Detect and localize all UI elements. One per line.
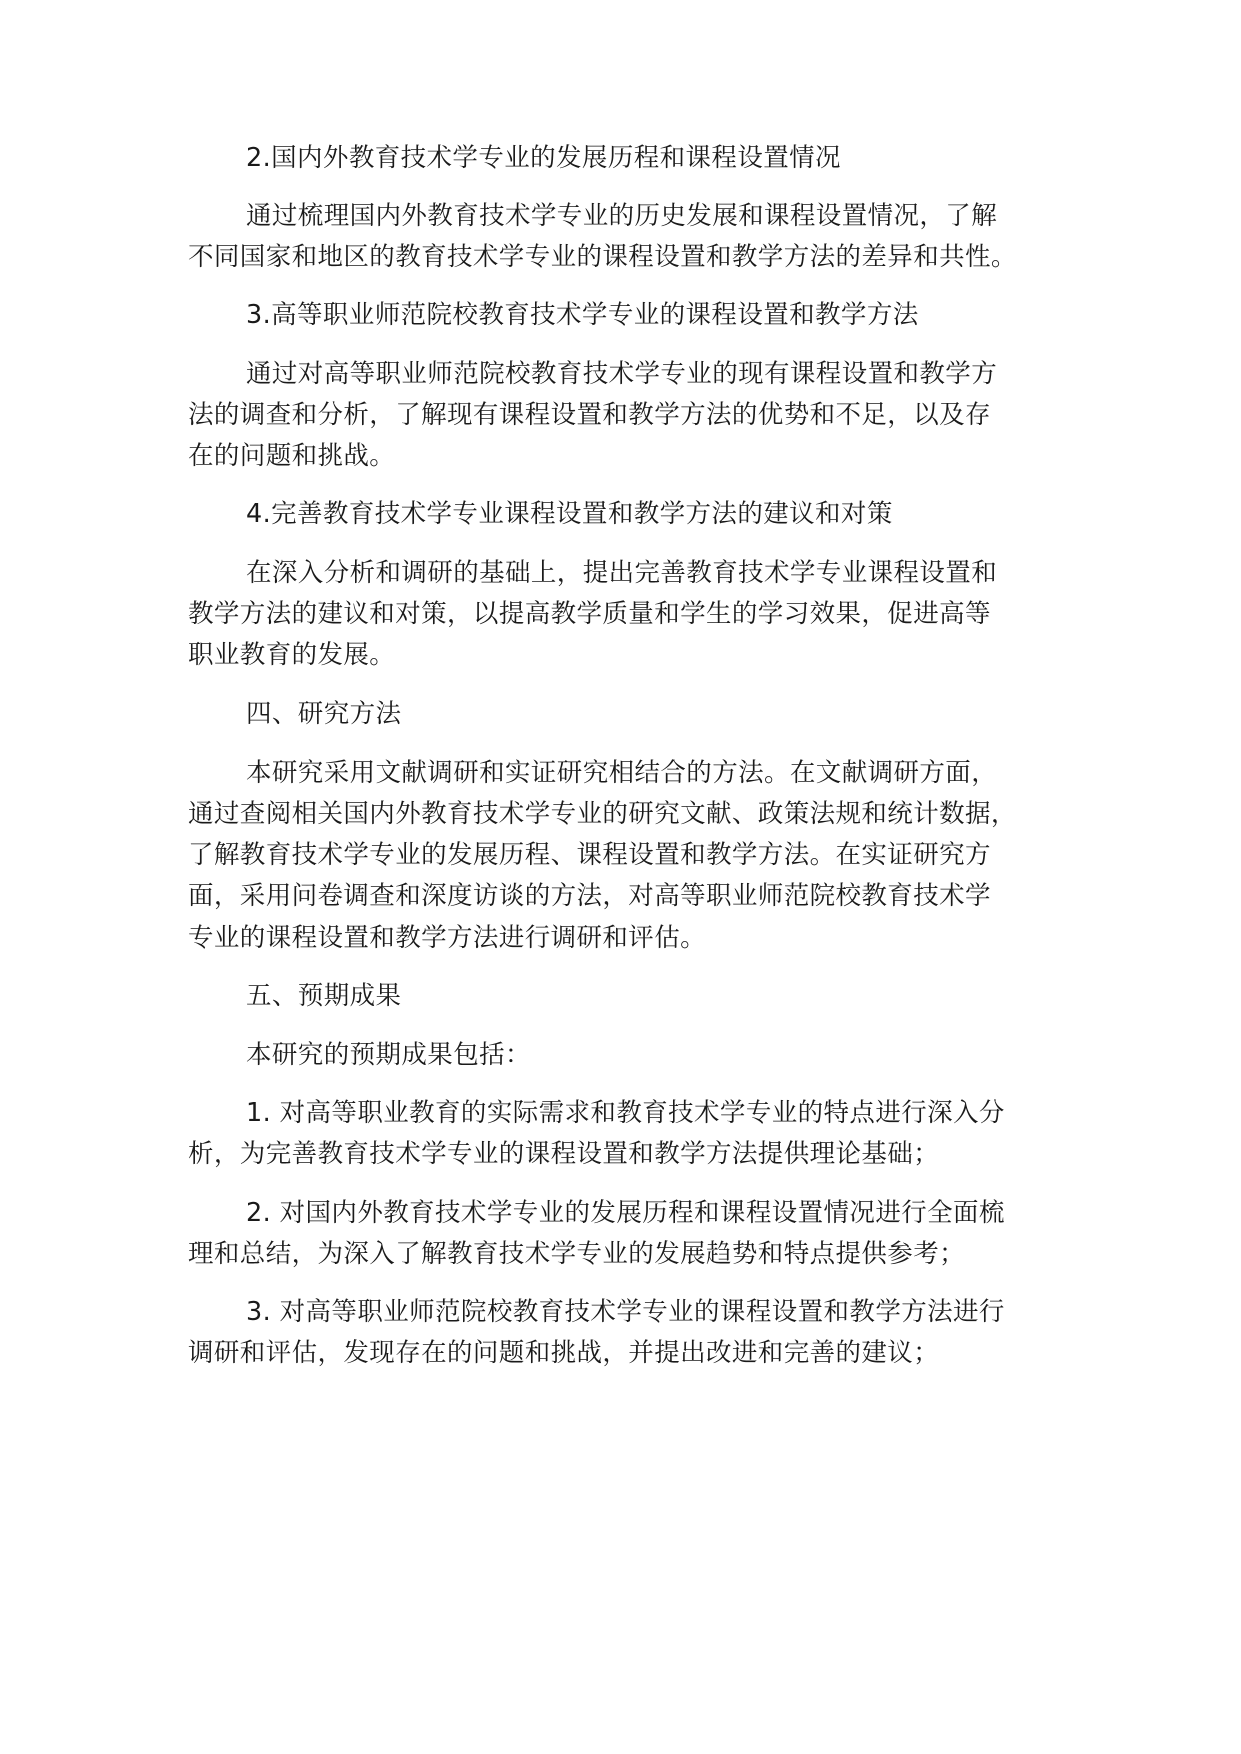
paragraph-line: 教学方法的建议和对策，以提高教学质量和学生的学习效果，促进高等: [188, 599, 991, 629]
heading-suggestions: 4.完善教育技术学专业课程设置和教学方法的建议和对策: [246, 499, 893, 529]
paragraph-line: 职业教育的发展。: [188, 640, 396, 670]
list-item-line: 2. 对国内外教育技术学专业的发展历程和课程设置情况进行全面梳: [246, 1198, 1005, 1228]
list-item-line: 理和总结，为深入了解教育技术学专业的发展趋势和特点提供参考；: [188, 1239, 966, 1269]
list-item-line: 析，为完善教育技术学专业的课程设置和教学方法提供理论基础；: [188, 1139, 940, 1169]
paragraph-line: 了解教育技术学专业的发展历程、课程设置和教学方法。在实证研究方: [188, 840, 991, 870]
paragraph-line: 不同国家和地区的教育技术学专业的课程设置和教学方法的差异和共性。: [188, 242, 1017, 272]
list-item-line: 3. 对高等职业师范院校教育技术学专业的课程设置和教学方法进行: [246, 1297, 1005, 1327]
paragraph-line: 通过查阅相关国内外教育技术学专业的研究文献、政策法规和统计数据，: [188, 799, 1017, 829]
section-heading-expected-results: 五、预期成果: [246, 981, 402, 1011]
paragraph-line: 通过对高等职业师范院校教育技术学专业的现有课程设置和教学方: [246, 359, 998, 389]
heading-international-development: 2.国内外教育技术学专业的发展历程和课程设置情况: [246, 143, 841, 173]
paragraph-line: 在的问题和挑战。: [188, 441, 396, 471]
paragraph-line: 面，采用问卷调查和深度访谈的方法，对高等职业师范院校教育技术学: [188, 881, 991, 911]
heading-vocational-curriculum: 3.高等职业师范院校教育技术学专业的课程设置和教学方法: [246, 300, 919, 330]
list-item-line: 调研和评估，发现存在的问题和挑战，并提出改进和完善的建议；: [188, 1338, 940, 1368]
paragraph-line: 本研究采用文献调研和实证研究相结合的方法。在文献调研方面，: [246, 758, 998, 788]
paragraph-line: 在深入分析和调研的基础上，提出完善教育技术学专业课程设置和: [246, 558, 998, 588]
paragraph-line: 法的调查和分析，了解现有课程设置和教学方法的优势和不足，以及存: [188, 400, 991, 430]
list-item-line: 1. 对高等职业教育的实际需求和教育技术学专业的特点进行深入分: [246, 1098, 1005, 1128]
section-heading-methods: 四、研究方法: [246, 699, 402, 729]
paragraph-line: 专业的课程设置和教学方法进行调研和评估。: [188, 923, 707, 953]
paragraph-line: 通过梳理国内外教育技术学专业的历史发展和课程设置情况，了解: [246, 201, 998, 231]
paragraph-line: 本研究的预期成果包括：: [246, 1040, 531, 1070]
